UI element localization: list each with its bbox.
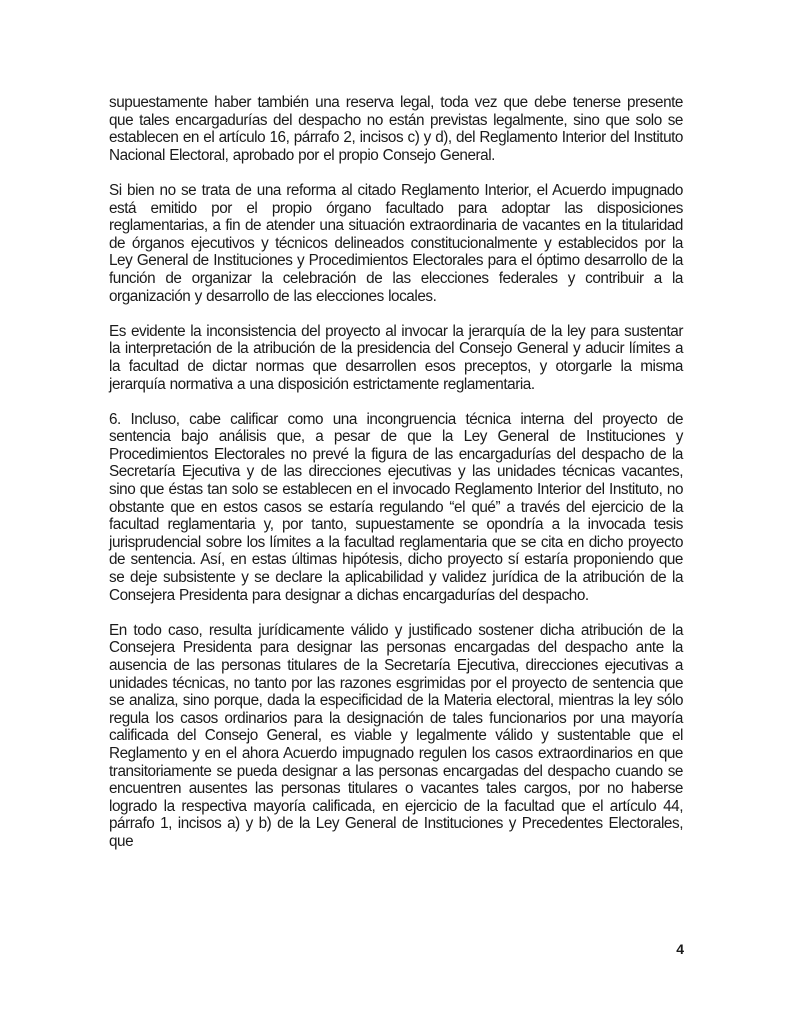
paragraph-inconsistencia: Es evidente la inconsistencia del proyecto al invocar la jerarquía de la ley para sustentar la interpretación de la atribución de la presidencia del Consejo General y aducir límites a la facultad de dictar normas que desarrollen esos preceptos, y otorgarle la misma jerarquía normativa a una disposición estrictamente reglamentaria. xyxy=(109,322,683,393)
paragraph-incongruencia-tecnica: 6. Incluso, cabe calificar como una incongruencia técnica interna del proyecto de sentencia bajo análisis que, a pesar de que la Ley General de Instituciones y Procedimientos Electorales no prevé la figura de las encargadurías del despacho de la Secretaría Ejecutiva y de las direcciones ejecutivas y las unidades técnicas vacantes, sino que éstas tan solo se establecen en el invocado Reglamento Interior del Instituto, no obstante que en estos casos se estaría regulando “el qué” a través del ejercicio de la facultad reglamentaria y, por tanto, supuestamente se opondría a la invocada tesis jurisprudencial sobre los límites a la facultad reglamentaria que se cita en dicho proyecto de sentencia. Así, en estas últimas hipótesis, dicho proyecto sí estaría proponiendo que se deje subsistente y se declare la aplicabilidad y validez jurídica de la atribución de la Consejera Presidenta para designar a dichas encargadurías del despacho. xyxy=(109,410,683,604)
page-number: 4 xyxy=(676,941,684,957)
paragraph-reforma-reglamento: Si bien no se trata de una reforma al citado Reglamento Interior, el Acuerdo impugnado está emitido por el propio órgano facultado para adoptar las disposiciones reglamentarias, a fin de atender una situación extraordinaria de vacantes en la titularidad de órganos ejecutivos y técnicos delineados constitucionalmente y establecidos por la Ley General de Instituciones y Procedimientos Electorales para el óptimo desarrollo de la función de organizar la celebración de las elecciones federales y contribuir a la organización y desarrollo de las elecciones locales. xyxy=(109,181,683,305)
paragraph-en-todo-caso: En todo caso, resulta jurídicamente válido y justificado sostener dicha atribución de la Consejera Presidenta para designar las personas encargadas del despacho ante la ausencia de las personas titulares de la Secretaría Ejecutiva, direcciones ejecutivas a unidades técnicas, no tanto por las razones esgrimidas por el proyecto de sentencia que se analiza, sino porque, dada la especificidad de la Materia electoral, mientras la ley sólo regula los casos ordinarios para la designación de tales funcionarios por una mayoría calificada del Consejo General, es viable y legalmente válido y sustentable que el Reglamento y en el ahora Acuerdo impugnado regulen los casos extraordinarios en que transitoriamente se pueda designar a las personas encargadas del despacho cuando se encuentren ausentes las personas titulares o vacantes tales cargos, por no haberse logrado la respectiva mayoría calificada, en ejercicio de la facultad que el artículo 44, párrafo 1, incisos a) y b) de la Ley General de Instituciones y Precedentes Electorales, que xyxy=(109,621,683,850)
document-body xyxy=(109,94,683,868)
paragraph-reserva-legal: supuestamente haber también una reserva legal, toda vez que debe tenerse presente que tales encargadurías del despacho no están previstas legalmente, sino que solo se establecen en el artículo 16, párrafo 2, incisos c) y d), del Reglamento Interior del Instituto Nacional Electoral, aprobado por el propio Consejo General. xyxy=(109,94,683,164)
